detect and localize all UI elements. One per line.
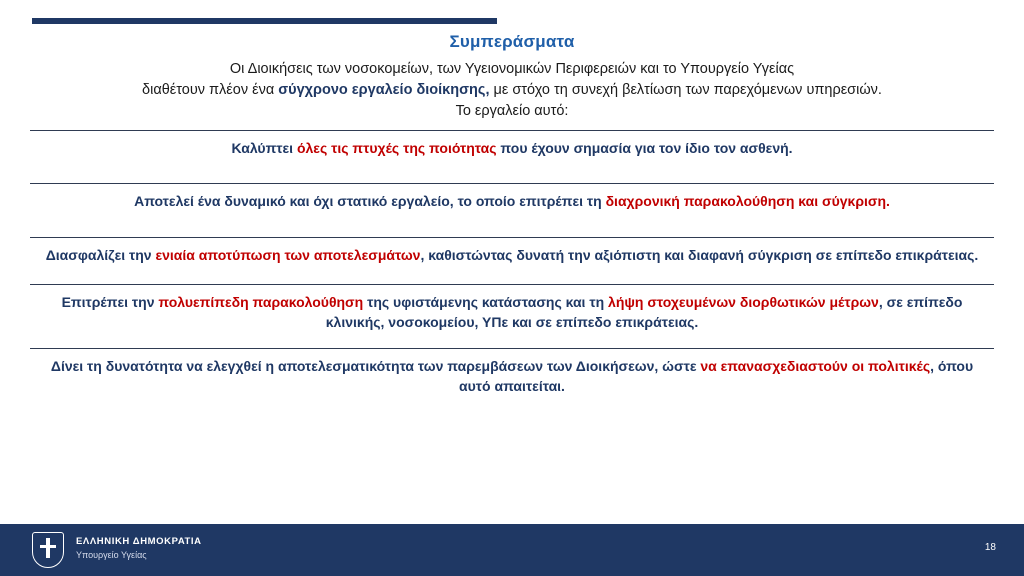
bullet-text-highlight: λήψη στοχευμένων διορθωτικών μέτρων bbox=[608, 293, 879, 310]
intro-line-1: Οι Διοικήσεις των νοσοκομείων, των Υγειονομικών Περιφερειών και το Υπουργείο Υγείας bbox=[229, 61, 795, 77]
bullet-multilevel-monitoring bbox=[30, 285, 994, 340]
bullet-policy-redesign bbox=[30, 349, 994, 404]
footer-organization bbox=[76, 536, 202, 560]
bullet-text-segment: , καθιστώντας δυνατή την αξιόπιστη και διαφανή σύγκριση σε επίπεδο επικράτειας. bbox=[420, 246, 979, 263]
bullet-text-segment: Αποτελεί ένα δυναμικό και όχι στατικό εργαλείο, το οποίο επιτρέπει τη bbox=[134, 193, 606, 210]
page-number: 18 bbox=[984, 542, 996, 553]
spacer bbox=[30, 165, 994, 175]
bullet-text-segment: Διασφαλίζει την bbox=[45, 246, 156, 263]
bullet-text-highlight: ενιαία αποτύπωση των αποτελεσμάτων bbox=[155, 246, 421, 263]
hellenic-republic-emblem-icon bbox=[28, 530, 68, 570]
intro-line-2-emphasis: σύγχρονο εργαλείο διοίκησης, bbox=[278, 82, 490, 99]
bullet-text-segment: Δίνει τη δυνατότητα να ελεγχθεί η αποτελεσματικότητα των παρεμβάσεων των Διοικήσεων, ώστε bbox=[50, 357, 701, 374]
bullet-text-highlight: διαχρονική παρακολούθηση και σύγκριση. bbox=[605, 193, 890, 210]
bullet-text-segment: που έχουν σημασία για τον ίδιο τον ασθενή. bbox=[496, 140, 793, 157]
spacer bbox=[30, 272, 994, 276]
bullet-text-highlight: πολυεπίπεδη παρακολούθηση bbox=[158, 293, 364, 310]
footer-line-2: Υπουργείο Υγείας bbox=[76, 550, 147, 560]
bullet-uniform-recording bbox=[30, 238, 994, 272]
bullet-text-segment: Καλύπτει bbox=[231, 140, 297, 157]
bullet-text-segment: , σε επίπεδο κλινικής, νοσοκομείου, ΥΠε και σε επίπεδο επικράτειας. bbox=[325, 293, 963, 331]
bullet-quality bbox=[30, 131, 994, 165]
intro-line-2-pre: διαθέτουν πλέον ένα bbox=[142, 82, 279, 99]
bullet-text-segment: , όπου αυτό απαιτείται. bbox=[459, 357, 974, 394]
bullet-text-segment: Επιτρέπει την bbox=[61, 293, 159, 310]
bullet-dynamic-tool bbox=[30, 184, 994, 218]
slide-content bbox=[30, 32, 994, 403]
slide-footer bbox=[0, 524, 1024, 576]
footer-line-1: ΕΛΛΗΝΙΚΗ ΔΗΜΟΚΡΑΤΙΑ bbox=[76, 536, 202, 547]
header-accent-bar bbox=[32, 18, 497, 24]
intro-line-2-post: με στόχο τη συνεχή βελτίωση των παρεχόμενων υπηρεσιών. bbox=[489, 82, 882, 99]
intro-line-3: Το εργαλείο αυτό: bbox=[455, 103, 569, 120]
intro-paragraph bbox=[30, 59, 994, 122]
bullet-text-highlight: όλες τις πτυχές της ποιότητας bbox=[296, 140, 497, 157]
bullet-text-highlight: να επανασχεδιαστούν οι πολιτικές bbox=[700, 357, 931, 374]
bullet-text-segment: της υφιστάμενης κατάστασης και τη bbox=[363, 293, 609, 310]
spacer bbox=[30, 219, 994, 229]
page-title: Συμπεράσματα bbox=[449, 32, 575, 51]
